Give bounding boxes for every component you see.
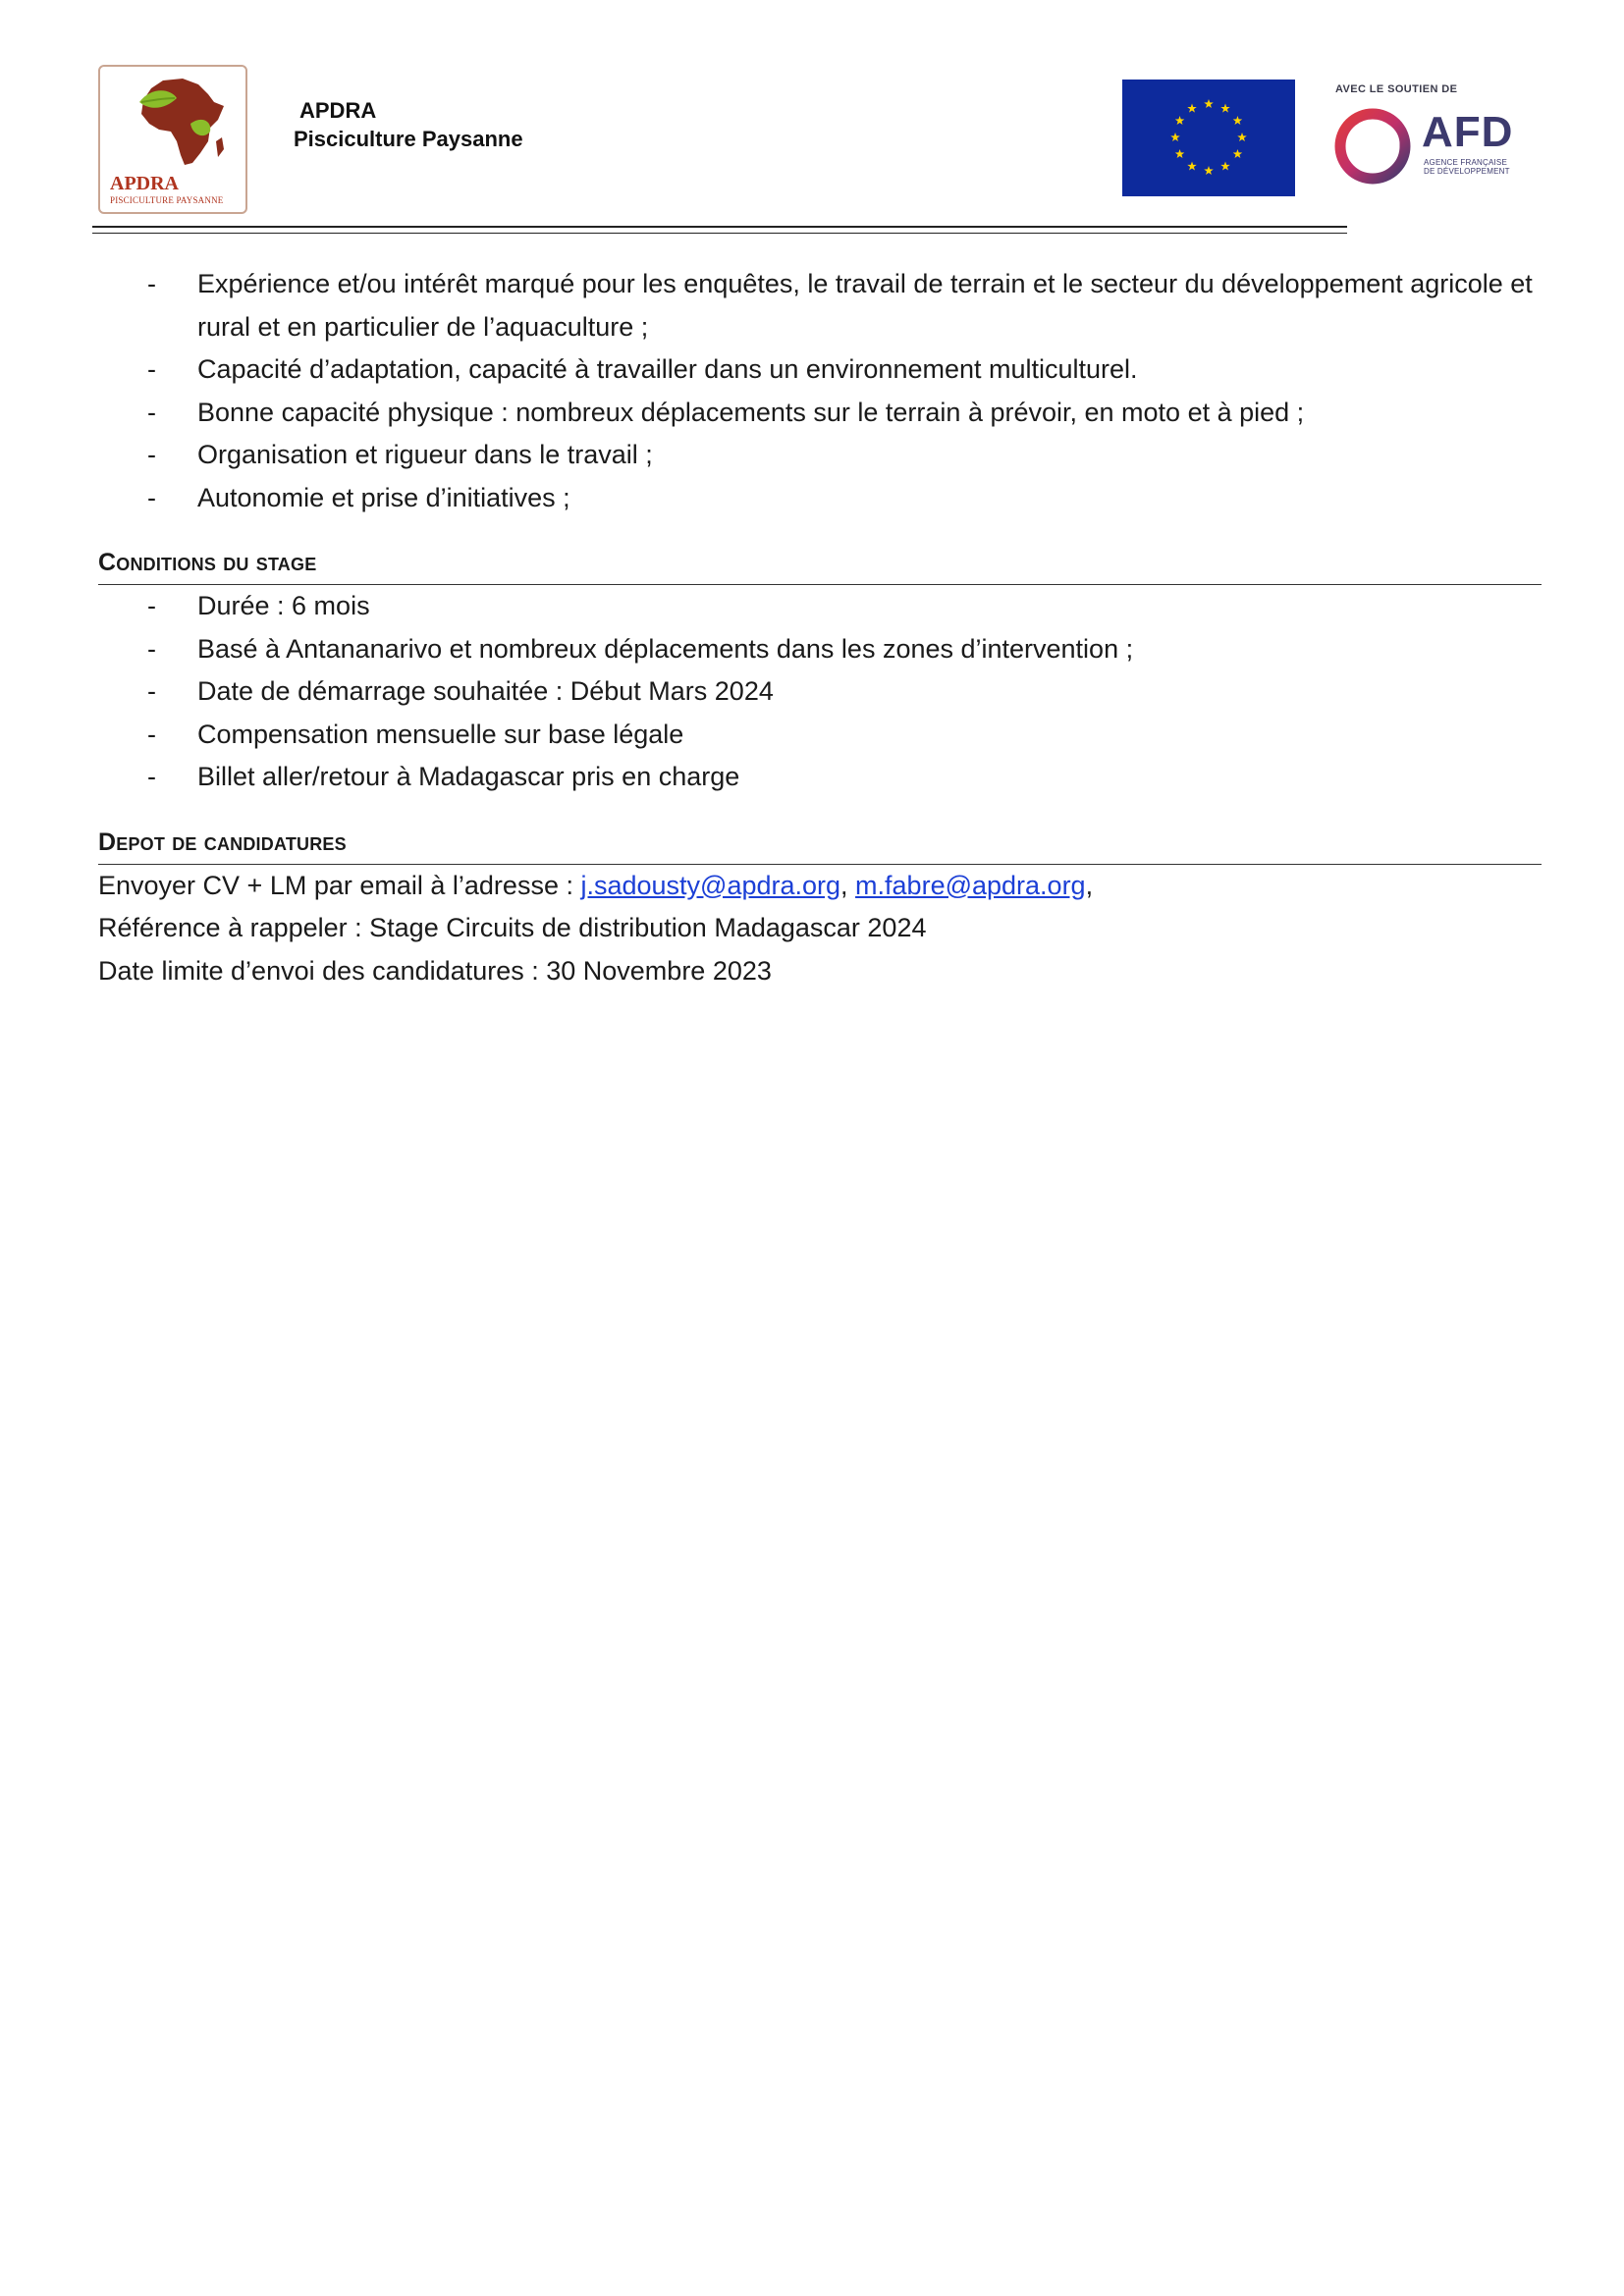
afd-full-line1: AGENCE FRANÇAISE (1424, 158, 1507, 167)
email-line-prefix: Envoyer CV + LM par email à l’adresse : (98, 870, 581, 900)
list-item: - Basé à Antananarivo et nombreux déplacements dans les zones d’intervention ; (98, 628, 1542, 671)
africa-map-icon (106, 73, 244, 171)
logo-subtitle: PISCICULTURE PAYSANNE (110, 195, 224, 205)
profile-list (98, 263, 1542, 519)
conditions-heading: Conditions du stage (98, 541, 1542, 585)
header-divider (92, 226, 1347, 234)
eu-flag-icon (1122, 80, 1295, 196)
email-line (98, 865, 1542, 908)
list-item: - Billet aller/retour à Madagascar pris en charge (98, 756, 1542, 799)
email-separator: , (840, 870, 856, 900)
list-item: - Autonomie et prise d’initiatives ; (98, 477, 1542, 520)
list-item: - Expérience et/ou intérêt marqué pour les enquêtes, le travail de terrain et le secteur du développement agricole et rural et en particulier de l’aquaculture ; (98, 263, 1542, 348)
org-title: APDRA (299, 98, 377, 123)
org-subtitle: Pisciculture Paysanne (294, 127, 523, 151)
email-line-suffix: , (1085, 870, 1094, 900)
list-item: - Bonne capacité physique : nombreux déplacements sur le terrain à prévoir, en moto et à pied ; (98, 392, 1542, 435)
afd-letters: AFD (1422, 108, 1514, 156)
list-item: - Capacité d’adaptation, capacité à travailler dans un environnement multiculturel. (98, 348, 1542, 392)
reference-line: Référence à rappeler : Stage Circuits de distribution Madagascar 2024 (98, 913, 927, 942)
list-item: - Durée : 6 mois (98, 585, 1542, 628)
depot-heading: Depot de candidatures (98, 821, 1542, 865)
list-item: - Compensation mensuelle sur base légale (98, 714, 1542, 757)
conditions-list (98, 585, 1542, 799)
afd-ring-icon (1333, 105, 1416, 187)
email-link-2[interactable]: m.fabre@apdra.org (855, 870, 1086, 900)
apdra-logo (98, 65, 247, 214)
afd-caption: AVEC LE SOUTIEN DE (1335, 83, 1458, 95)
logo-name: APDRA (110, 173, 179, 194)
list-item: - Date de démarrage souhaitée : Début Mars 2024 (98, 670, 1542, 714)
afd-full-line2: DE DÉVELOPPEMENT (1424, 167, 1510, 176)
document-body (98, 263, 1542, 992)
list-item: - Organisation et rigueur dans le travail ; (98, 434, 1542, 477)
afd-full-name (1424, 158, 1510, 176)
deadline-line: Date limite d’envoi des candidatures : 30 Novembre 2023 (98, 955, 772, 986)
email-link-1[interactable]: j.sadousty@apdra.org (580, 870, 841, 900)
